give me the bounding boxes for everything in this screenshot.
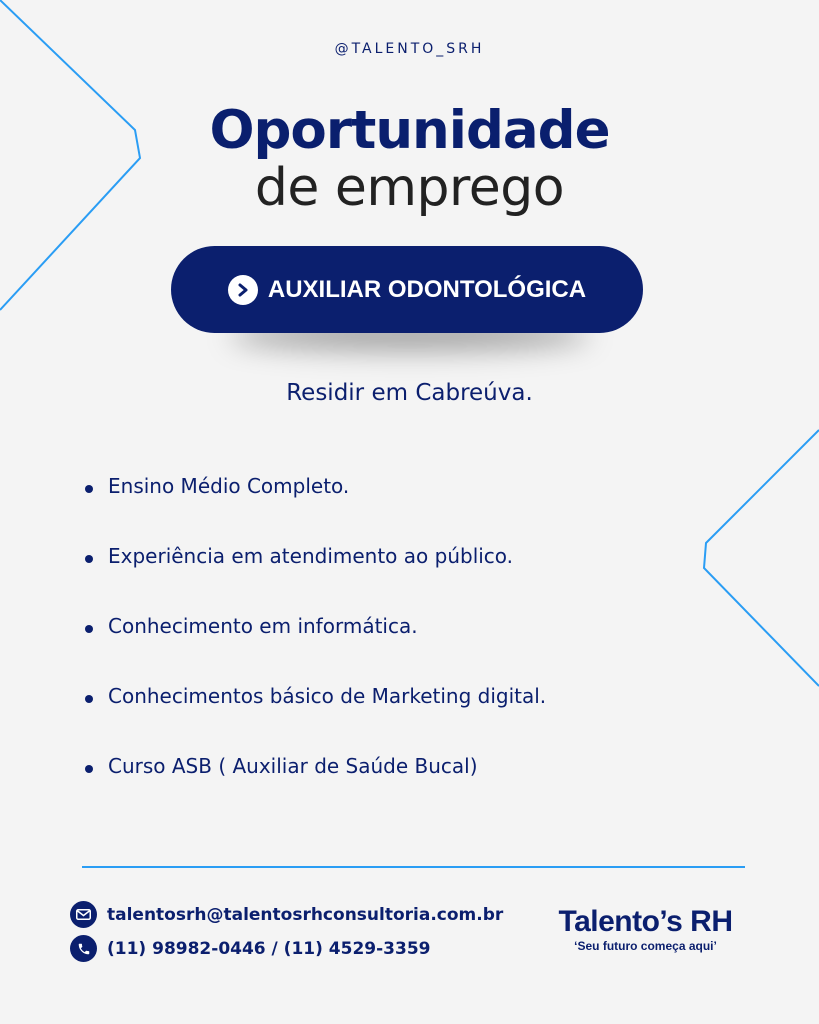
envelope-icon — [70, 901, 97, 928]
requirement-text: Conhecimentos básico de Marketing digital. — [108, 684, 547, 708]
email-text: talentosrh@talentosrhconsultoria.com.br — [107, 904, 504, 925]
requirement-text: Ensino Médio Completo. — [108, 474, 350, 498]
requirements-list — [85, 474, 546, 824]
right-chevron-line — [704, 430, 819, 686]
contact-phone[interactable] — [70, 935, 430, 962]
bullet — [85, 695, 93, 703]
brand-tagline: ‘Seu futuro começa aqui’ — [574, 939, 717, 953]
job-title-banner — [171, 246, 643, 333]
requirement-text: Experiência em atendimento ao público. — [108, 544, 514, 568]
social-handle: @TALENTO_SRH — [334, 41, 485, 57]
brand-name: Talento’s RH — [558, 905, 733, 938]
requirement-text: Conhecimento em informática. — [108, 614, 418, 638]
chevron-right-circle-icon — [228, 275, 258, 305]
divider — [82, 866, 745, 868]
list-item — [85, 614, 546, 684]
list-item — [85, 684, 546, 754]
location-text: Residir em Cabreúva. — [286, 380, 533, 406]
bullet — [85, 555, 93, 563]
bullet — [85, 485, 93, 493]
brand-logo — [543, 905, 748, 953]
contact-email[interactable] — [70, 901, 503, 928]
list-item — [85, 544, 546, 614]
list-item — [85, 754, 546, 824]
list-item — [85, 474, 546, 544]
phone-text: (11) 98982-0446 / (11) 4529-3359 — [107, 938, 431, 959]
job-title-label: AUXILIAR ODONTOLÓGICA — [267, 275, 587, 303]
bullet — [85, 765, 93, 773]
requirement-text: Curso ASB ( Auxiliar de Saúde Bucal) — [108, 754, 478, 778]
page-title: Oportunidade — [209, 100, 610, 161]
page-subtitle: de emprego — [254, 158, 565, 218]
phone-icon — [70, 935, 97, 962]
bullet — [85, 625, 93, 633]
